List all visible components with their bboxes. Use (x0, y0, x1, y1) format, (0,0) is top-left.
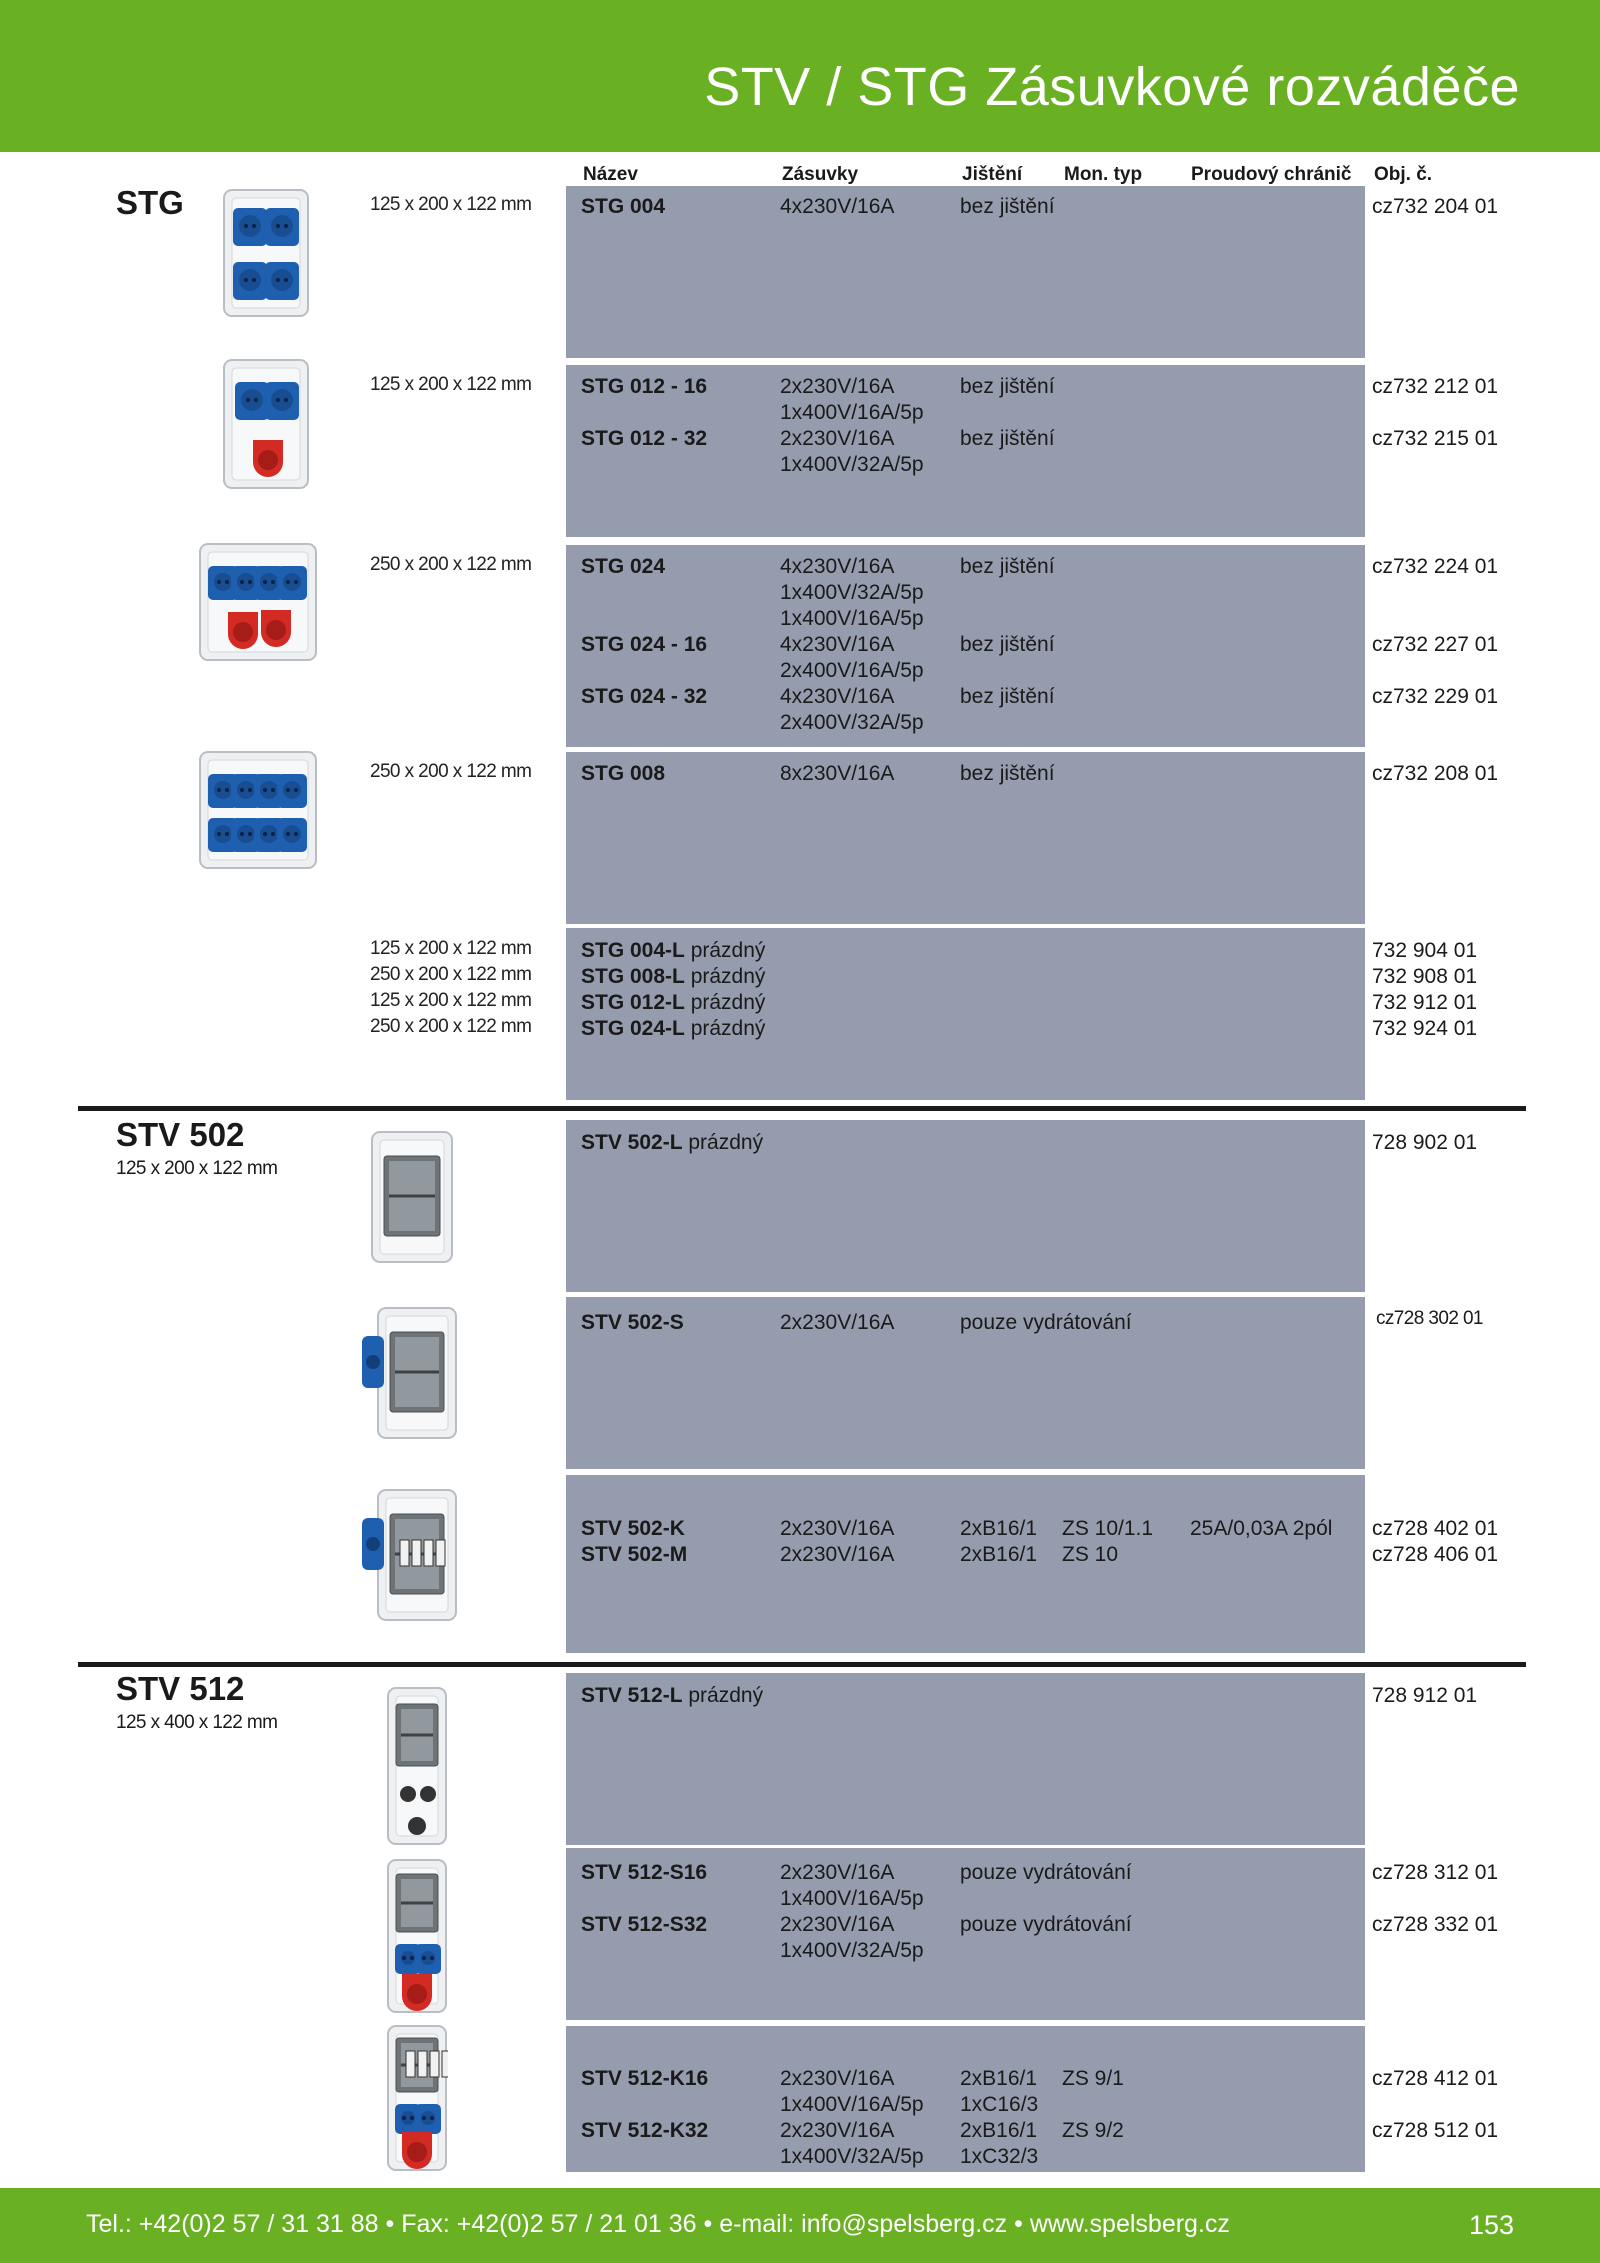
section-divider (78, 1662, 1526, 1667)
order-number-cell: cz728 332 01 (1372, 1913, 1499, 1936)
order-number-cell: cz732 215 01 (1372, 427, 1499, 450)
product-name (581, 1912, 707, 1938)
sockets-cell: 1x400V/32A/5p (780, 453, 924, 476)
section-title-stg: STG (116, 184, 184, 221)
order-number-cell: 732 924 01 (1372, 1017, 1478, 1040)
product-name (581, 1016, 765, 1042)
sockets-cell: 2x230V/16A (780, 1311, 895, 1334)
dimension-label: 250 x 200 x 122 mm (370, 761, 532, 782)
product-code: STV 512-K16 (581, 2067, 709, 2090)
order-number-cell: cz732 208 01 (1372, 762, 1499, 785)
protection-cell: pouze vydrátování (960, 1861, 1132, 1884)
product-name (581, 1310, 684, 1336)
product-code: STV 512-S32 (581, 1913, 708, 1936)
protection-cell: pouze vydrátování (960, 1913, 1132, 1936)
dimension-label: 125 x 200 x 122 mm (370, 374, 532, 395)
sockets-cell: 1x400V/16A/5p (780, 1887, 924, 1910)
product-code: STG 004-L (581, 939, 685, 962)
protection-cell: 2xB16/1 (960, 2067, 1038, 2090)
section-dimensions-stv512: 125 x 400 x 122 mm (116, 1712, 278, 1733)
mount-type-cell: ZS 9/1 (1062, 2067, 1124, 2090)
order-number-cell: 732 912 01 (1372, 991, 1478, 1014)
dimension-label: 125 x 200 x 122 mm (370, 194, 532, 215)
product-name (581, 761, 665, 787)
product-code: STG 004 (581, 195, 666, 218)
column-header-name: Název (583, 164, 638, 185)
protection-cell: 1xC32/3 (960, 2145, 1039, 2168)
order-number-cell: cz728 512 01 (1372, 2119, 1499, 2142)
order-number-cell: 728 912 01 (1372, 1684, 1478, 1707)
protection-cell: bez jištění (960, 555, 1055, 578)
order-number-cell: cz732 227 01 (1372, 633, 1499, 656)
sockets-cell: 2x400V/32A/5p (780, 711, 924, 734)
product-name (581, 1860, 707, 1886)
order-number-cell: cz732 224 01 (1372, 555, 1499, 578)
order-number-cell: cz728 312 01 (1372, 1861, 1499, 1884)
column-header-sockets: Zásuvky (782, 164, 859, 185)
product-variant: prázdný (684, 1017, 766, 1040)
product-variant: prázdný (684, 965, 766, 988)
sockets-cell: 1x400V/32A/5p (780, 2145, 924, 2168)
protection-cell: 2xB16/1 (960, 2119, 1038, 2142)
dimension-label: 250 x 200 x 122 mm (370, 1016, 532, 1037)
sockets-cell: 1x400V/32A/5p (780, 1939, 924, 1962)
order-number-cell: cz732 212 01 (1372, 375, 1499, 398)
product-code: STV 502-K (581, 1517, 685, 1540)
mount-type-cell: ZS 9/2 (1062, 2119, 1124, 2142)
order-number-cell: cz728 302 01 (1376, 1308, 1483, 1329)
protection-cell: 2xB16/1 (960, 1543, 1038, 1566)
order-number-cell: 732 904 01 (1372, 939, 1478, 962)
protection-cell: bez jištění (960, 375, 1055, 398)
stv512-tall-box-sockets-breakers-icon (386, 2024, 448, 2177)
section-divider (78, 1106, 1526, 1111)
product-name (581, 632, 707, 658)
page-number: 153 (1468, 2210, 1514, 2240)
protection-cell: bez jištění (960, 195, 1055, 218)
dimension-label: 125 x 200 x 122 mm (370, 938, 532, 959)
order-number-cell: cz728 406 01 (1372, 1543, 1499, 1566)
stg-box-8-blue-sockets-icon (198, 750, 318, 875)
product-variant: prázdný (682, 1684, 764, 1707)
product-code: STG 012 - 32 (581, 427, 708, 450)
product-code: STG 008 (581, 762, 666, 785)
product-code: STV 502-M (581, 1543, 688, 1566)
dimension-label: 250 x 200 x 122 mm (370, 964, 532, 985)
product-code: STV 502-L (581, 1131, 683, 1154)
product-name (581, 1516, 685, 1542)
sockets-cell: 1x400V/32A/5p (780, 581, 924, 604)
sockets-cell: 2x400V/16A/5p (780, 659, 924, 682)
stg-box-2-blue-1-red-socket-icon (222, 358, 310, 495)
sockets-cell: 2x230V/16A (780, 1913, 895, 1936)
product-code: STV 512-L (581, 1684, 683, 1707)
order-number-cell: 732 908 01 (1372, 965, 1478, 988)
product-variant: prázdný (684, 939, 766, 962)
sockets-cell: 1x400V/16A/5p (780, 2093, 924, 2116)
product-code: STG 024-L (581, 1017, 685, 1040)
sockets-cell: 4x230V/16A (780, 195, 895, 218)
product-name (581, 374, 707, 400)
sockets-cell: 2x230V/16A (780, 1517, 895, 1540)
product-code: STV 502-S (581, 1311, 684, 1334)
product-code: STG 024 - 32 (581, 685, 708, 708)
mount-type-cell: ZS 10/1.1 (1062, 1517, 1154, 1540)
order-number-cell: 728 902 01 (1372, 1131, 1478, 1154)
product-code: STG 012-L (581, 991, 685, 1014)
sockets-cell: 4x230V/16A (780, 685, 895, 708)
sockets-cell: 4x230V/16A (780, 555, 895, 578)
page-footer (0, 2188, 1600, 2263)
order-number-cell: cz732 229 01 (1372, 685, 1499, 708)
protection-cell: bez jištění (960, 685, 1055, 708)
section-title-stv502: STV 502 (116, 1116, 245, 1153)
protection-cell: bez jištění (960, 762, 1055, 785)
product-name (581, 554, 665, 580)
page-header (0, 0, 1600, 152)
sockets-cell: 2x230V/16A (780, 427, 895, 450)
mount-type-cell: ZS 10 (1062, 1543, 1119, 1566)
product-name (581, 990, 765, 1016)
product-variant: prázdný (682, 1131, 764, 1154)
product-code: STG 024 - 16 (581, 633, 708, 656)
stv512-empty-tall-box-icon (386, 1686, 448, 1851)
sockets-cell: 2x230V/16A (780, 375, 895, 398)
order-number-cell: cz728 402 01 (1372, 1517, 1499, 1540)
stv512-tall-box-sockets-icon (386, 1858, 448, 2019)
product-code: STV 512-S16 (581, 1861, 708, 1884)
product-code: STG 012 - 16 (581, 375, 708, 398)
product-name (581, 1542, 687, 1568)
sockets-cell: 1x400V/16A/5p (780, 607, 924, 630)
protection-cell: 1xC16/3 (960, 2093, 1039, 2116)
column-header-mount: Mon. typ (1064, 164, 1143, 185)
order-number-cell: cz732 204 01 (1372, 195, 1499, 218)
column-header-order: Obj. č. (1374, 164, 1433, 185)
sockets-cell: 2x230V/16A (780, 1861, 895, 1884)
page-title: STV / STG Zásuvkové rozváděče (704, 57, 1520, 117)
sockets-cell: 4x230V/16A (780, 633, 895, 656)
stg-box-4-blue-sockets-icon (222, 188, 310, 323)
product-name (581, 426, 707, 452)
footer-contact: Tel.: +42(0)2 57 / 31 31 88 • Fax: +42(0)2 57 / 21 01 36 • e-mail: info@spelsberg.cz • www.spelsberg.cz (86, 2210, 1230, 2238)
sockets-cell: 8x230V/16A (780, 762, 895, 785)
dimension-label: 250 x 200 x 122 mm (370, 554, 532, 575)
product-name (581, 2066, 708, 2092)
protection-cell: bez jištění (960, 633, 1055, 656)
sockets-cell: 2x230V/16A (780, 1543, 895, 1566)
product-code: STG 024 (581, 555, 666, 578)
product-name (581, 684, 707, 710)
stv502-box-side-socket-breakers-icon (362, 1488, 458, 1627)
section-dimensions-stv502: 125 x 200 x 122 mm (116, 1158, 278, 1179)
protection-cell: bez jištění (960, 427, 1055, 450)
product-name (581, 1683, 763, 1709)
section-title-stv512: STV 512 (116, 1670, 245, 1707)
column-header-rcd: Proudový chránič (1191, 164, 1352, 185)
product-name (581, 938, 765, 964)
column-header-protection: Jištění (962, 164, 1023, 185)
product-name (581, 964, 765, 990)
sockets-cell: 2x230V/16A (780, 2067, 895, 2090)
protection-cell: pouze vydrátování (960, 1311, 1132, 1334)
stg-box-4-blue-2-red-sockets-icon (198, 542, 318, 667)
sockets-cell: 2x230V/16A (780, 2119, 895, 2142)
stv502-box-side-socket-icon (362, 1306, 458, 1445)
stv502-empty-box-icon (370, 1130, 454, 1269)
product-name (581, 1130, 763, 1156)
product-name (581, 194, 665, 220)
protection-cell: 2xB16/1 (960, 1517, 1038, 1540)
dimension-label: 125 x 200 x 122 mm (370, 990, 532, 1011)
product-variant: prázdný (684, 991, 766, 1014)
product-code: STV 512-K32 (581, 2119, 709, 2142)
order-number-cell: cz728 412 01 (1372, 2067, 1499, 2090)
sockets-cell: 1x400V/16A/5p (780, 401, 924, 424)
product-code: STG 008-L (581, 965, 685, 988)
rcd-cell: 25A/0,03A 2pól (1190, 1517, 1333, 1540)
product-name (581, 2118, 708, 2144)
